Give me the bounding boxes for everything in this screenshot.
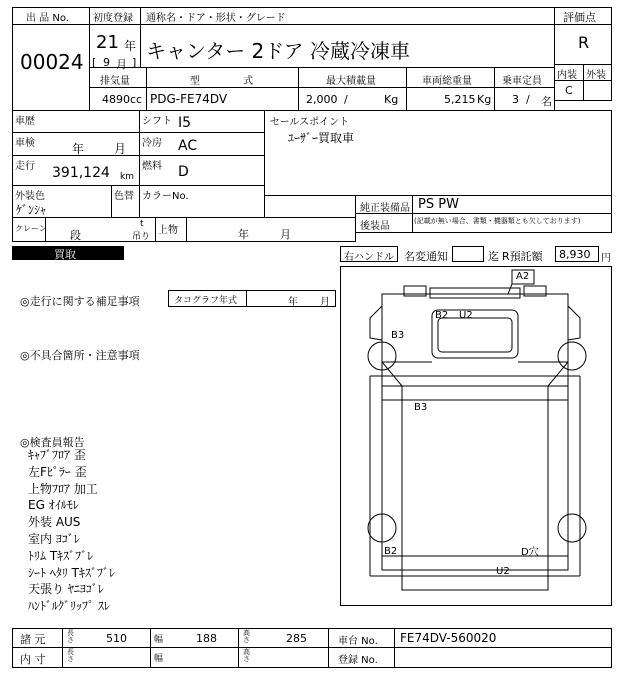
mark-a2: A2 — [516, 271, 530, 282]
steering: 右ハンドル — [344, 252, 394, 263]
tacho-year-unit: 年 — [288, 297, 298, 308]
r-tax-label: R預託額 — [502, 250, 543, 263]
purchase-status-bar — [12, 246, 124, 260]
capacity-label: 乗車定員 — [502, 76, 542, 87]
rear-door — [402, 570, 548, 590]
capacity: 3 — [512, 93, 519, 106]
inner-dims-label: 内 寸 — [20, 653, 46, 666]
max-load-label: 最大積載量 — [326, 76, 376, 87]
capacity-unit: 名 — [541, 95, 552, 108]
body-label: 上物 — [158, 225, 178, 236]
score-label: 評価点 — [563, 11, 596, 24]
inspector-report-item: 外装 AUS — [28, 515, 81, 530]
mark-u2-front: U2 — [459, 310, 473, 321]
max-load-unit: Kg — [384, 93, 399, 106]
history-label: 車歴 — [15, 116, 35, 127]
gross-weight-unit: Kg — [477, 93, 492, 106]
mark-u2-rear: U2 — [496, 566, 510, 577]
inspector-report-item: 左Fﾋﾟﾗｰ 歪 — [28, 464, 87, 479]
sales-point-label: セールスポイント — [270, 117, 350, 128]
inspector-report-item: ｼｰﾄ ﾍﾀﾘ Tｷｽﾞﾌﾞﾚ — [28, 565, 115, 580]
tacho-month-unit: 月 — [320, 297, 330, 308]
crane-label: クレーン — [15, 224, 47, 233]
cab-outline — [382, 294, 568, 386]
mileage-unit: km — [120, 172, 134, 182]
inspector-report-item: 室内 ﾖｺﾞﾚ — [28, 531, 80, 546]
cab-side-right — [548, 340, 568, 386]
chassis: FE74DV-560020 — [400, 631, 497, 645]
front-wheel-right — [558, 342, 586, 370]
first-reg-label: 初度登録 — [93, 13, 133, 24]
fuel: D — [178, 164, 189, 180]
inspector-label: ◎検査員報告 — [20, 436, 85, 449]
truck-diagram — [340, 266, 612, 606]
mark-b3-body: B3 — [414, 402, 428, 413]
sales-point: ﾕｰｻﾞｰ買取車 — [288, 131, 355, 145]
mileage-label: 走行 — [15, 161, 35, 172]
height-label: 高さ — [243, 629, 250, 644]
inspection-month-unit: 月 — [114, 142, 127, 156]
model: PDG-FE74DV — [150, 92, 228, 106]
equipment-label: 純正装備品 — [360, 203, 410, 214]
dims-label: 諸 元 — [20, 633, 46, 646]
length: 510 — [106, 632, 127, 645]
mark: 迄 — [488, 250, 499, 263]
defects-label: ◎不具合箇所・注意事項 — [20, 349, 140, 362]
crane-stage-unit: 段 — [70, 229, 81, 242]
car-name-label: 通称名・ドア・形状・グレード — [146, 13, 286, 24]
inspector-report-item: ﾊﾝﾄﾞﾙｸﾞﾘｯﾌﾟ ｽﾚ — [28, 599, 110, 614]
crane-row — [12, 217, 356, 242]
year-unit: 年 — [124, 39, 137, 53]
month-unit: 月 — [116, 58, 127, 71]
mark-b2-front: B2 — [435, 310, 449, 321]
displacement: 4890 — [102, 93, 130, 106]
color-change-label: 色替 — [114, 191, 134, 202]
gross-weight: 5,215 — [444, 93, 476, 106]
body-month-unit: 月 — [280, 228, 291, 241]
gross-weight-label: 車両総重量 — [422, 76, 472, 87]
inner-height-label: 高さ — [243, 648, 250, 663]
body-year-unit: 年 — [238, 228, 249, 241]
first-reg-year: 21 — [96, 32, 119, 53]
footer-table — [12, 628, 612, 668]
crane-lift-unit-top: t — [140, 219, 144, 229]
interior-score: C — [565, 84, 573, 97]
r-tax-unit: 円 — [601, 253, 611, 264]
cab-front — [370, 306, 382, 340]
mark-d-hole: D穴 — [521, 547, 539, 558]
inspector-report-item: ﾄﾘﾑ Tｷｽﾞﾌﾞﾚ — [28, 548, 94, 563]
shift: I5 — [178, 115, 192, 131]
crane-lift-unit: 吊り — [132, 232, 151, 242]
color-label: 外装色 — [15, 191, 45, 202]
ac: AC — [178, 138, 198, 154]
shift-label: シフト — [142, 116, 172, 127]
reg-no-label: 登録 No. — [338, 655, 378, 666]
ac-label: 冷房 — [142, 138, 162, 149]
chassis-label: 車台 No. — [338, 636, 378, 647]
capacity-slash: / — [526, 93, 530, 106]
cab-glass-inner — [438, 318, 512, 352]
width: 188 — [196, 632, 217, 645]
inspection-label: 車検 — [15, 138, 35, 149]
r-tax: 8,930 — [559, 248, 591, 261]
interior-label: 内装 — [557, 70, 577, 81]
driving-notes-label: ◎走行に関する補足事項 — [20, 295, 140, 308]
inspector-report-item: 天張り ﾔﾆﾖｺﾞﾚ — [28, 582, 104, 597]
name-change-label: 名変通知 — [404, 250, 448, 263]
mark-b2-rear: B2 — [384, 546, 398, 557]
lot-no-label: 出 品 No. — [26, 13, 69, 24]
equipment: PS PW — [418, 197, 459, 212]
displacement-unit: cc — [130, 93, 143, 106]
tacho-label: タコグラフ年式 — [174, 296, 238, 306]
inspector-report-item: EG ｵｲﾙﾓﾚ — [28, 498, 79, 513]
rear-wheel-right — [558, 514, 586, 542]
cargo-right-panel — [568, 376, 580, 576]
max-load-slash: / — [344, 93, 348, 106]
score: R — [578, 33, 590, 52]
purchase-label: 買取 — [54, 248, 76, 261]
inspector-report-list — [28, 447, 328, 615]
color: ｹﾞﾝｼｬ — [16, 203, 47, 217]
fuel-label: 燃料 — [142, 161, 162, 172]
first-reg-month: 9 — [103, 56, 110, 69]
mileage: 391,124 — [52, 165, 110, 181]
lot-no: 00024 — [20, 50, 84, 74]
cab-front-right — [568, 306, 580, 340]
retrofit-note: (記載が無い場合、書類・機器類とも欠しております) — [414, 217, 581, 225]
car-name: キャンター 2ドア 冷蔵冷凍車 — [146, 39, 411, 63]
name-change-box — [452, 246, 484, 262]
inspection-year-unit: 年 — [72, 142, 85, 156]
inner-length-label: 長さ — [67, 648, 74, 663]
length-label: 長さ — [67, 629, 74, 644]
cargo-left-panel — [370, 376, 382, 576]
cargo-body — [382, 386, 568, 570]
exterior-label: 外装 — [586, 70, 606, 81]
mark-b3-cab: B3 — [391, 330, 405, 341]
model-label: 型 式 — [190, 76, 254, 87]
cab-roof — [430, 288, 520, 298]
color-no-label: カラーNo. — [142, 191, 189, 202]
inspector-report-item: 上物ﾌﾛｱ 加工 — [28, 481, 98, 496]
width-label: 幅 — [154, 635, 164, 645]
inner-width-label: 幅 — [154, 654, 164, 664]
max-load: 2,000 — [306, 93, 338, 106]
retrofit-label: 後装品 — [360, 221, 390, 232]
height: 285 — [286, 632, 307, 645]
inspector-report-item: ｷｬﾌﾞﾌﾛｱ 歪 — [28, 448, 86, 462]
displacement-label: 排気量 — [100, 76, 130, 87]
